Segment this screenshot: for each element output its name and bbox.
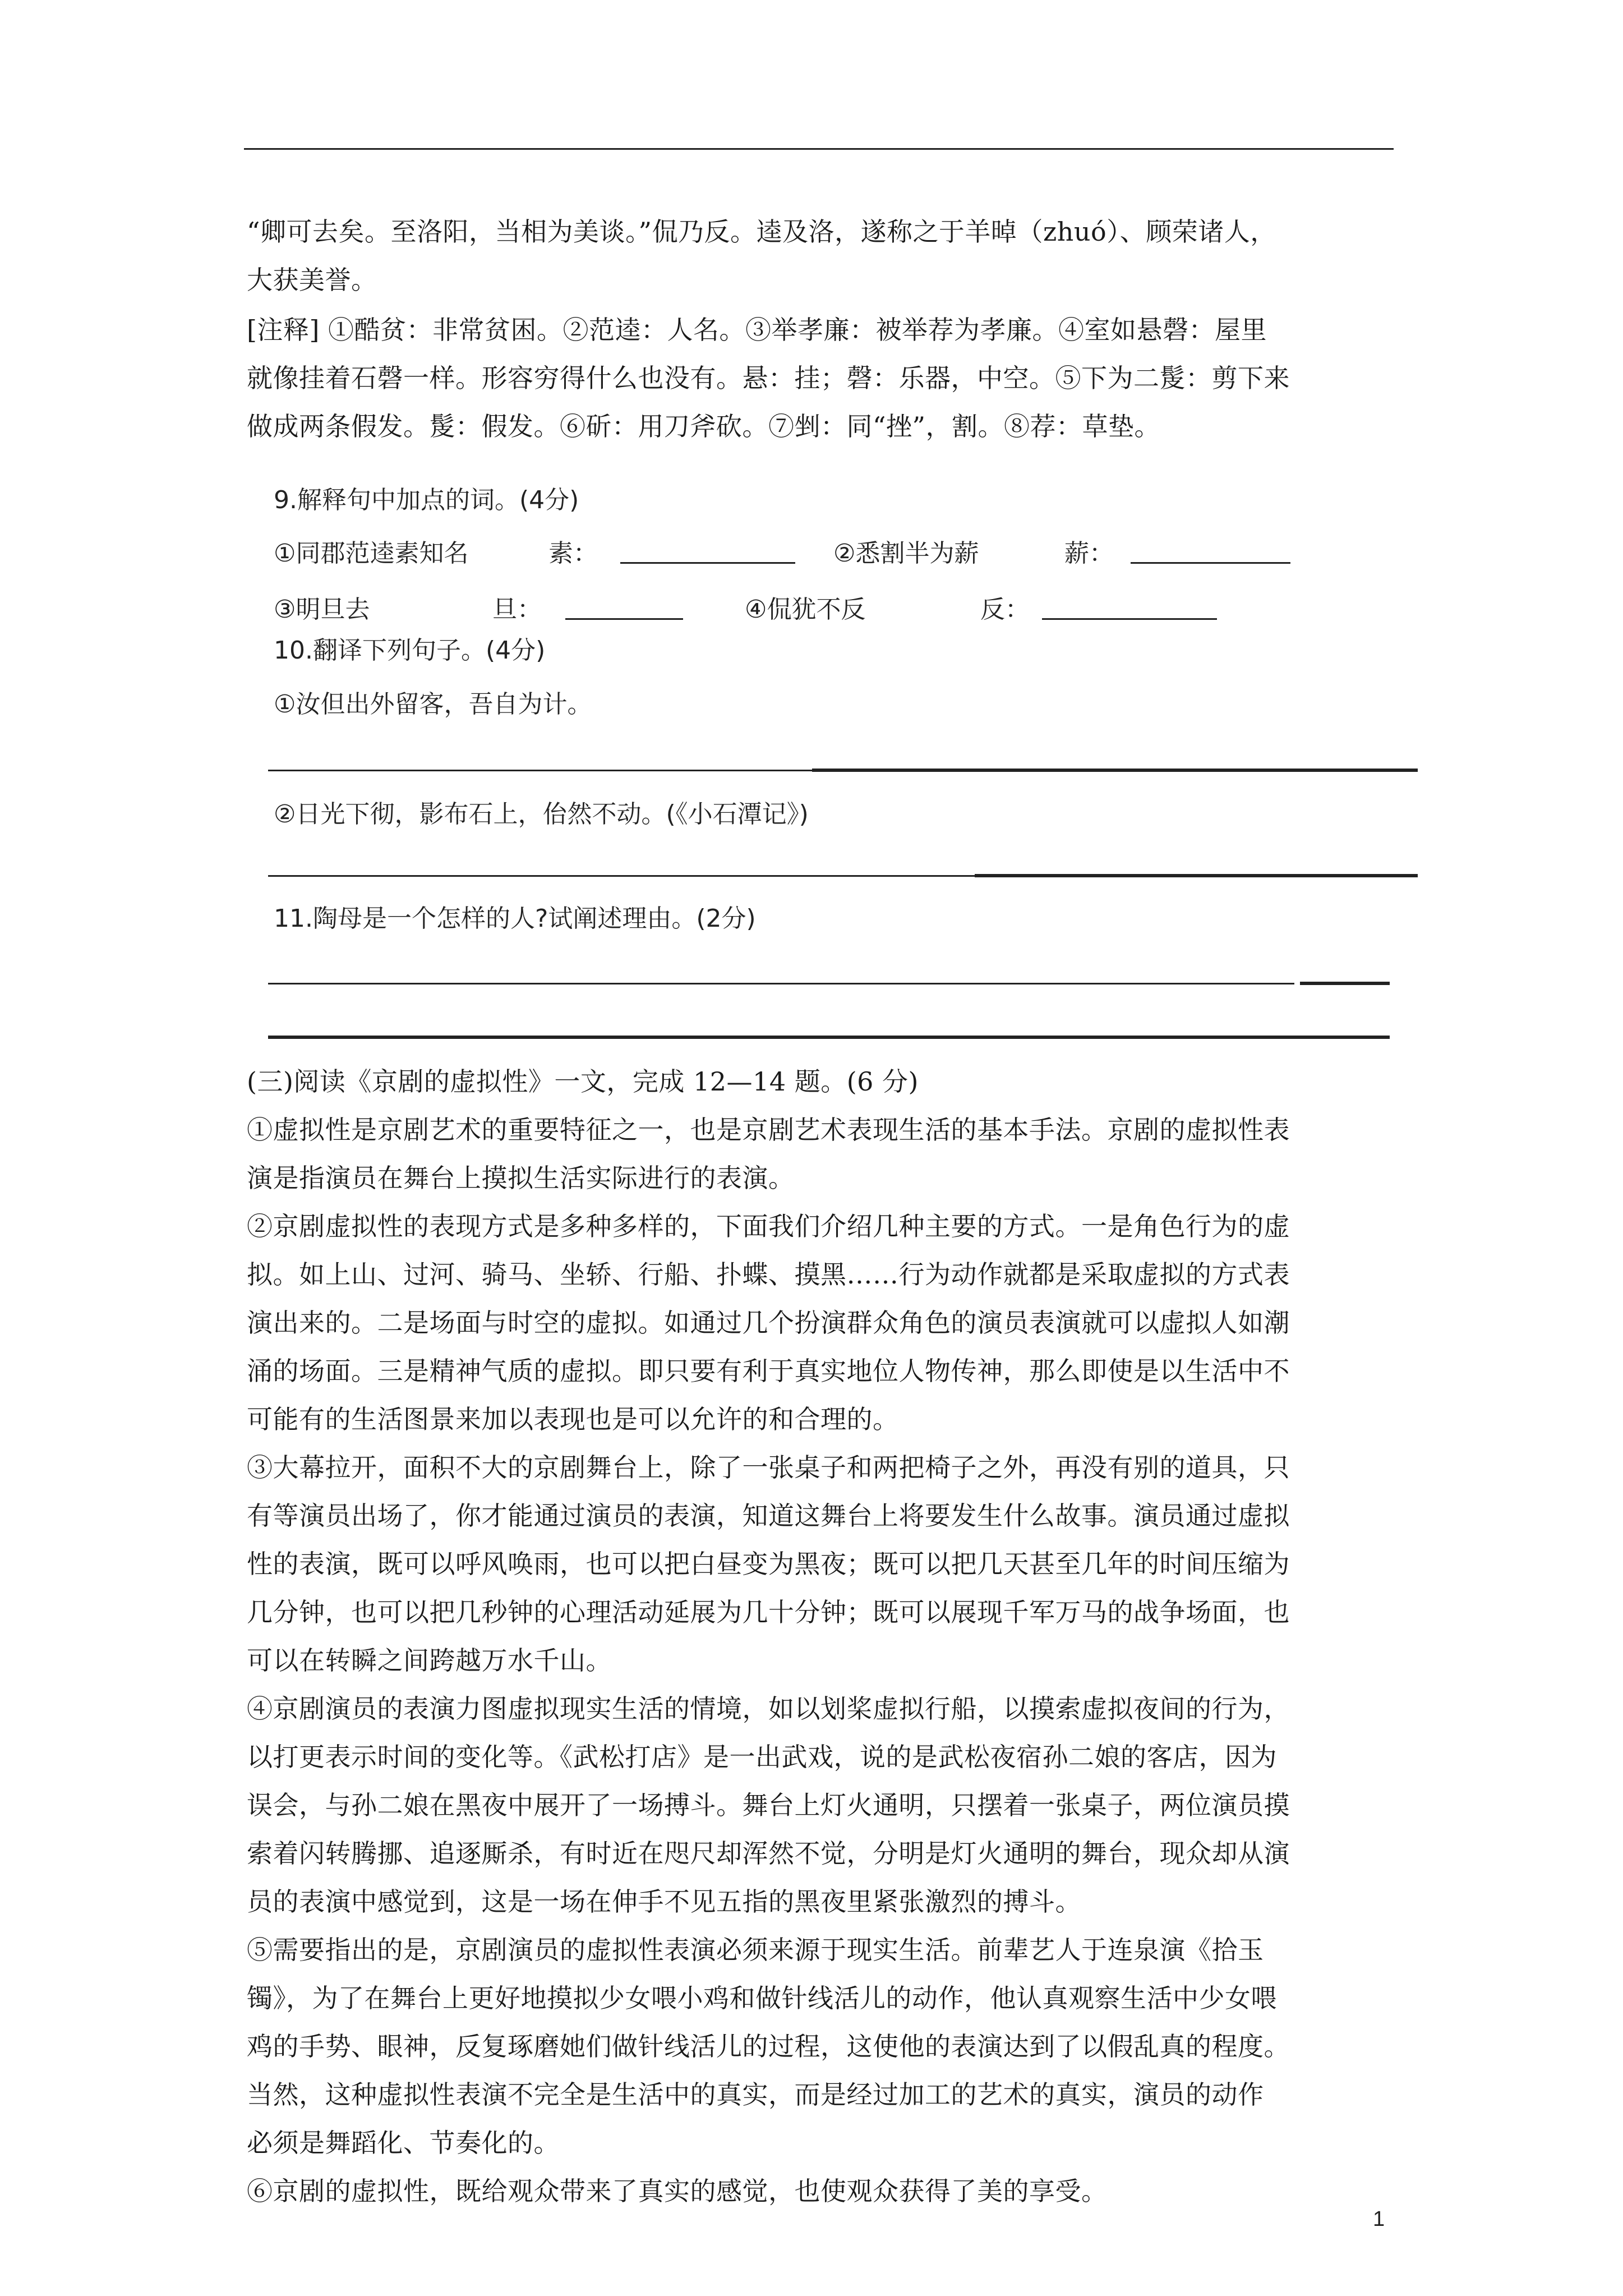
q10-answer-line-2b[interactable] bbox=[975, 874, 1418, 877]
article-line: 员的表演中感觉到，这是一场在伸手不见五指的黑夜里紧张激烈的搏斗。 bbox=[247, 1887, 1081, 1917]
article-line: 拟。如上山、过河、骑马、坐轿、行船、扑蝶、摸黑……行为动作就都是采取虚拟的方式表 bbox=[247, 1259, 1290, 1290]
section-3-heading: (三)阅读《京剧的虚拟性》一文，完成 12—14 题。(6 分) bbox=[247, 1066, 919, 1097]
q10-sentence-2: ②日光下彻，影布石上，佁然不动。(《小石潭记》) bbox=[274, 800, 809, 829]
article-line: 几分钟，也可以把几秒钟的心理活动延展为几十分钟；既可以展现千军万马的战争场面，也 bbox=[247, 1597, 1290, 1627]
q11-answer-line-1b[interactable] bbox=[1300, 982, 1390, 985]
article-line: 性的表演，既可以呼风唤雨，也可以把白昼变为黑夜；既可以把几天甚至几年的时间压缩为 bbox=[247, 1549, 1290, 1579]
q10-answer-line-2a[interactable] bbox=[268, 875, 975, 877]
q10-sentence-1: ①汝但出外留客，吾自为计。 bbox=[274, 690, 592, 719]
q9-word-2: 薪： bbox=[1064, 539, 1114, 568]
article-line: 镯》，为了在舞台上更好地摸拟少女喂小鸡和做针线活儿的动作，他认真观察生活中少女喂 bbox=[247, 1983, 1277, 2013]
article-line: 可能有的生活图景来加以表现也是可以允许的和合理的。 bbox=[247, 1404, 899, 1434]
question-11-title: 11.陶母是一个怎样的人?试阐述理由。(2分) bbox=[274, 904, 756, 933]
article-line: ②京剧虚拟性的表现方式是多种多样的，下面我们介绍几种主要的方式。一是角色行为的虚 bbox=[247, 1211, 1290, 1241]
passage-continuation bbox=[247, 208, 1396, 304]
q11-answer-line-2[interactable] bbox=[268, 1036, 1390, 1039]
q9-item-3: ③明旦去 bbox=[274, 595, 370, 624]
article-line: ③大幕拉开，面积不大的京剧舞台上，除了一张桌子和两把椅子之外，再没有别的道具，只 bbox=[247, 1452, 1290, 1483]
q11-answer-line-1a[interactable] bbox=[268, 983, 1294, 984]
article-line: 误会，与孙二娘在黑夜中展开了一场搏斗。舞台上灯火通明，只摆着一张桌子，两位演员摸 bbox=[247, 1790, 1290, 1820]
article-line: 当然，这种虚拟性表演不完全是生活中的真实，而是经过加工的艺术的真实，演员的动作 bbox=[247, 2079, 1264, 2110]
article-line: 演是指演员在舞台上摸拟生活实际进行的表演。 bbox=[247, 1163, 795, 1193]
question-10-title: 10.翻译下列句子。(4分) bbox=[274, 636, 546, 665]
notes-line: [注释] ①酷贫：非常贫困。②范逵：人名。③举孝廉：被举荐为孝廉。④室如悬磬：屋里 bbox=[247, 315, 1267, 345]
article-line: 有等演员出场了，你才能通过演员的表演，知道这舞台上将要发生什么故事。演员通过虚拟 bbox=[247, 1501, 1290, 1531]
q9-answer-blank-3[interactable] bbox=[565, 618, 683, 620]
article-line: 演出来的。二是场面与时空的虚拟。如通过几个扮演群众角色的演员表演就可以虚拟人如潮 bbox=[247, 1308, 1290, 1338]
q9-word-4: 反： bbox=[980, 595, 1030, 624]
q9-item-2: ②悉割半为薪 bbox=[833, 539, 979, 568]
question-9-title: 9.解释句中加点的词。(4分) bbox=[274, 486, 579, 514]
q9-answer-blank-2[interactable] bbox=[1131, 562, 1290, 564]
article-line: 可以在转瞬之间跨越万水千山。 bbox=[247, 1645, 612, 1676]
article-line: 以打更表示时间的变化等。《武松打店》是一出武戏，说的是武松夜宿孙二娘的客店，因为 bbox=[247, 1742, 1277, 1772]
article-line: ④京剧演员的表演力图虚拟现实生活的情境，如以划桨虚拟行船，以摸索虚拟夜间的行为， bbox=[247, 1694, 1290, 1724]
annotation-notes bbox=[247, 306, 1396, 450]
q9-item-1: ①同郡范逵素知名 bbox=[274, 539, 469, 568]
article-line: 必须是舞蹈化、节奏化的。 bbox=[247, 2128, 560, 2158]
article-line: 索着闪转腾挪、追逐厮杀，有时近在咫尺却浑然不觉，分明是灯火通明的舞台，现众却从演 bbox=[247, 1838, 1290, 1869]
header-rule bbox=[244, 148, 1394, 150]
q9-word-1: 素： bbox=[548, 539, 598, 568]
question-9-row-1 bbox=[274, 533, 1395, 567]
article-line: 鸡的手势、眼神，反复琢磨她们做针线活儿的过程，这使他的表演达到了以假乱真的程度。 bbox=[247, 2031, 1290, 2062]
notes-line: 就像挂着石磬一样。形容穷得什么也没有。悬：挂；磬：乐器，中空。⑤下为二髲：剪下来 bbox=[247, 363, 1290, 393]
passage-line: “卿可去矣。至洛阳，当相为美谈。”侃乃反。逵及洛，遂称之于羊晫（zhuó）、顾荣诸人， bbox=[247, 217, 1276, 247]
article-line: ①虚拟性是京剧艺术的重要特征之一，也是京剧艺术表现生活的基本手法。京剧的虚拟性表 bbox=[247, 1115, 1290, 1145]
notes-line: 做成两条假发。髲：假发。⑥斫：用刀斧砍。⑦剉：同“挫”，割。⑧荐：草垫。 bbox=[247, 411, 1161, 441]
q9-answer-blank-4[interactable] bbox=[1042, 618, 1217, 620]
q9-answer-blank-1[interactable] bbox=[620, 562, 795, 564]
section-3-reading bbox=[247, 1057, 1402, 2215]
page-number: 1 bbox=[1373, 2207, 1385, 2231]
question-9-row-2 bbox=[274, 589, 1395, 623]
q9-word-3: 旦： bbox=[492, 595, 542, 624]
passage-line: 大获美誉。 bbox=[247, 265, 377, 295]
q10-answer-line-1a[interactable] bbox=[268, 770, 812, 771]
article-line: 涌的场面。三是精神气质的虚拟。即只要有利于真实地位人物传神，那么即使是以生活中不 bbox=[247, 1356, 1290, 1386]
article-line: ⑤需要指出的是，京剧演员的虚拟性表演必须来源于现实生活。前辈艺人于连泉演《拾玉 bbox=[247, 1935, 1264, 1965]
q9-item-4: ④侃犹不反 bbox=[745, 595, 866, 624]
q10-answer-line-1b[interactable] bbox=[812, 769, 1418, 772]
article-line: ⑥京剧的虚拟性，既给观众带来了真实的感觉，也使观众获得了美的享受。 bbox=[247, 2176, 1108, 2206]
